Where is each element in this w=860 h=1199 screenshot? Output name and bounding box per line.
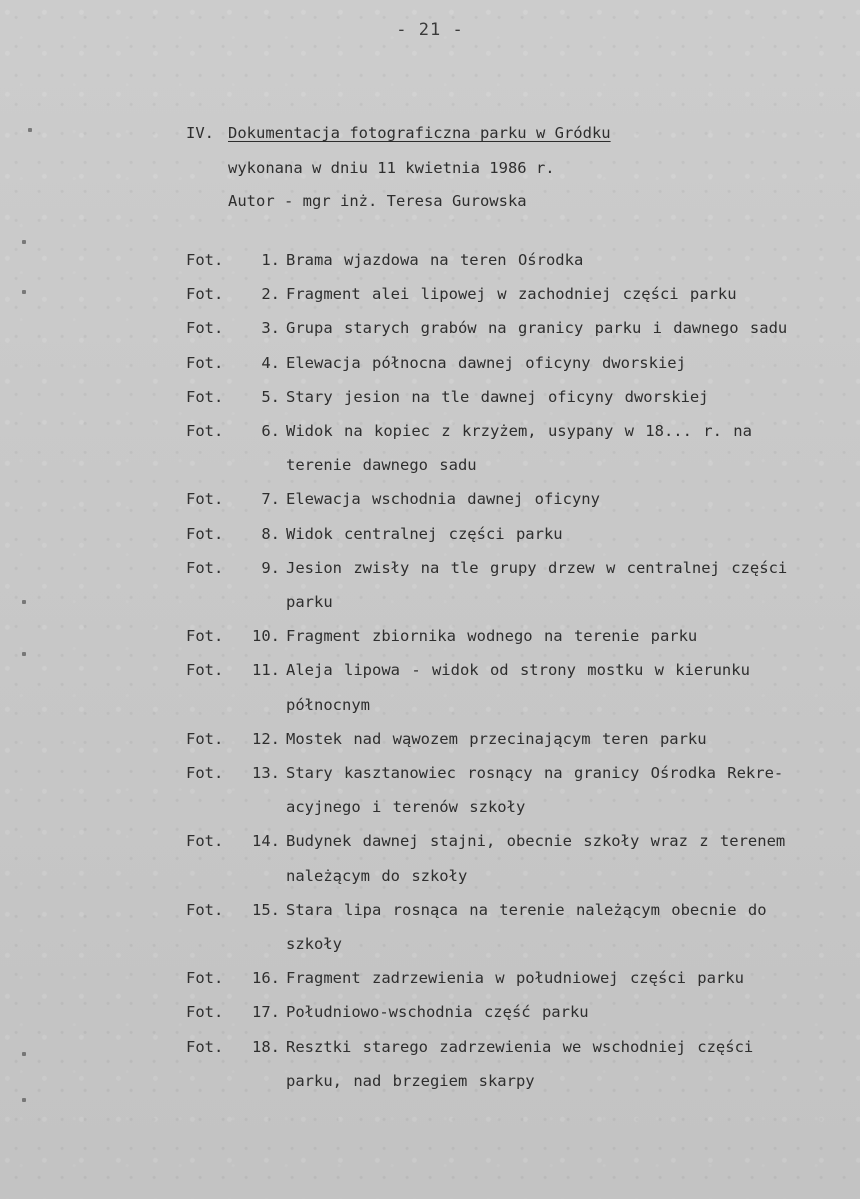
entry-number: 6. (261, 422, 280, 441)
date-line: wykonana w dniu 11 kwietnia 1986 r. (228, 159, 555, 177)
entry-label: Fot. (186, 251, 224, 269)
entry-description-line: Fragment zadrzewienia w południowej części parku (286, 969, 744, 988)
photo-entry (186, 756, 846, 824)
entry-number: 7. (261, 490, 280, 509)
entry-description-line: Mostek nad wąwozem przecinającym teren parku (286, 729, 707, 748)
entry-description (286, 243, 842, 277)
entry-description-line: Elewacja północna dawnej oficyny dworskiej (286, 353, 686, 372)
entry-number: 2. (261, 285, 280, 304)
entry-description-line: Budynek dawnej stajni, obecnie szkoły wraz z terenem (286, 832, 786, 851)
photo-list (186, 243, 846, 1098)
entry-number: 13. (252, 764, 280, 783)
entry-description-line: Aleja lipowa - widok od strony mostku w kierunku (286, 661, 750, 680)
entry-label: Fot. (186, 387, 224, 406)
entry-description (286, 346, 842, 380)
section-title: Dokumentacja fotograficzna parku w Gródku (228, 124, 611, 142)
entry-description-line: Fragment zbiornika wodnego na terenie parku (286, 627, 698, 646)
photo-entry (186, 243, 846, 277)
entry-description (286, 756, 842, 824)
entry-description (286, 380, 842, 414)
entry-number: 17. (252, 1003, 280, 1022)
photo-entry (186, 619, 846, 653)
entry-number: 16. (252, 969, 280, 988)
entry-description-line: szkoły (286, 935, 342, 954)
scan-speck (22, 600, 26, 604)
entry-number: 3. (261, 319, 280, 338)
entry-description (286, 653, 842, 721)
photo-entry (186, 1030, 846, 1098)
photo-entry (186, 517, 846, 551)
entry-description-line: Stara lipa rosnąca na terenie należącym obecnie do (286, 900, 767, 919)
photo-entry (186, 722, 846, 756)
entry-description-line: Widok centralnej części parku (286, 524, 563, 543)
author-line: Autor - mgr inż. Teresa Gurowska (228, 192, 527, 210)
scan-speck (28, 128, 32, 132)
entry-description (286, 961, 842, 995)
entry-number: 15. (252, 900, 280, 919)
entry-number: 18. (252, 1037, 280, 1056)
scan-speck (22, 290, 26, 294)
entry-label: Fot. (186, 900, 224, 919)
photo-entry (186, 277, 846, 311)
entry-label: Fot. (186, 764, 224, 783)
entry-description (286, 482, 842, 516)
entry-number: 12. (252, 729, 280, 748)
entry-label: Fot. (186, 1037, 224, 1056)
entry-description-line: należącym do szkoły (286, 866, 468, 885)
entry-description-line: północnym (286, 695, 370, 714)
entry-description (286, 893, 842, 961)
photo-entry (186, 414, 846, 482)
entry-description (286, 995, 842, 1029)
scan-speck (22, 240, 26, 244)
entry-label: Fot. (186, 490, 224, 509)
entry-label: Fot. (186, 353, 224, 372)
entry-description-line: parku, nad brzegiem skarpy (286, 1071, 535, 1090)
entry-description (286, 414, 842, 482)
entry-description (286, 517, 842, 551)
entry-description-line: Widok na kopiec z krzyżem, usypany w 18... r. na (286, 422, 752, 441)
entry-description-line: acyjnego i terenów szkoły (286, 798, 526, 817)
entry-number: 14. (252, 832, 280, 851)
entry-description (286, 311, 842, 345)
entry-description (286, 619, 842, 653)
entry-description (286, 1030, 842, 1098)
entry-description (286, 722, 842, 756)
scan-speck (22, 1052, 26, 1056)
entry-label: Fot. (186, 285, 224, 304)
entry-description-line: Południowo-wschodnia część parku (286, 1003, 589, 1022)
section-heading (186, 124, 611, 142)
entry-label: Fot. (186, 969, 224, 988)
entry-number: 8. (261, 524, 280, 543)
entry-label: Fot. (186, 422, 224, 441)
page-number: - 21 - (396, 20, 464, 40)
entry-description (286, 551, 842, 619)
entry-number: 11. (252, 661, 280, 680)
photo-entry (186, 893, 846, 961)
entry-label: Fot. (186, 319, 224, 338)
photo-entry (186, 961, 846, 995)
entry-description-line: Stary jesion na tle dawnej oficyny dworskiej (286, 387, 709, 406)
entry-description-line: terenie dawnego sadu (286, 456, 477, 475)
photo-entry (186, 824, 846, 892)
entry-label: Fot. (186, 558, 224, 577)
entry-description-line: Brama wjazdowa na teren Ośrodka (286, 251, 584, 269)
entry-description-line: parku (286, 593, 333, 612)
entry-description-line: Resztki starego zadrzewienia we wschodniej części (286, 1037, 754, 1056)
entry-label: Fot. (186, 524, 224, 543)
entry-label: Fot. (186, 729, 224, 748)
entry-description-line: Elewacja wschodnia dawnej oficyny (286, 490, 600, 509)
entry-number: 1. (261, 251, 280, 269)
section-numeral: IV. (186, 124, 214, 142)
photo-entry (186, 995, 846, 1029)
scan-speck (22, 1098, 26, 1102)
entry-number: 9. (261, 558, 280, 577)
photo-entry (186, 551, 846, 619)
entry-description-line: Grupa starych grabów na granicy parku i dawnego sadu (286, 319, 788, 338)
entry-description (286, 277, 842, 311)
entry-label: Fot. (186, 627, 224, 646)
photo-entry (186, 380, 846, 414)
entry-description-line: Stary kasztanowiec rosnący na granicy Ośrodka Rekre- (286, 764, 784, 783)
entry-description-line: Jesion zwisły na tle grupy drzew w centralnej części (286, 558, 788, 577)
entry-description-line: Fragment alei lipowej w zachodniej części parku (286, 285, 737, 304)
entry-number: 5. (261, 387, 280, 406)
entry-label: Fot. (186, 832, 224, 851)
entry-label: Fot. (186, 661, 224, 680)
entry-description (286, 824, 842, 892)
scan-speck (22, 652, 26, 656)
photo-entry (186, 311, 846, 345)
entry-number: 10. (252, 627, 280, 646)
entry-number: 4. (261, 353, 280, 372)
photo-entry (186, 653, 846, 721)
photo-entry (186, 482, 846, 516)
entry-label: Fot. (186, 1003, 224, 1022)
photo-entry (186, 346, 846, 380)
